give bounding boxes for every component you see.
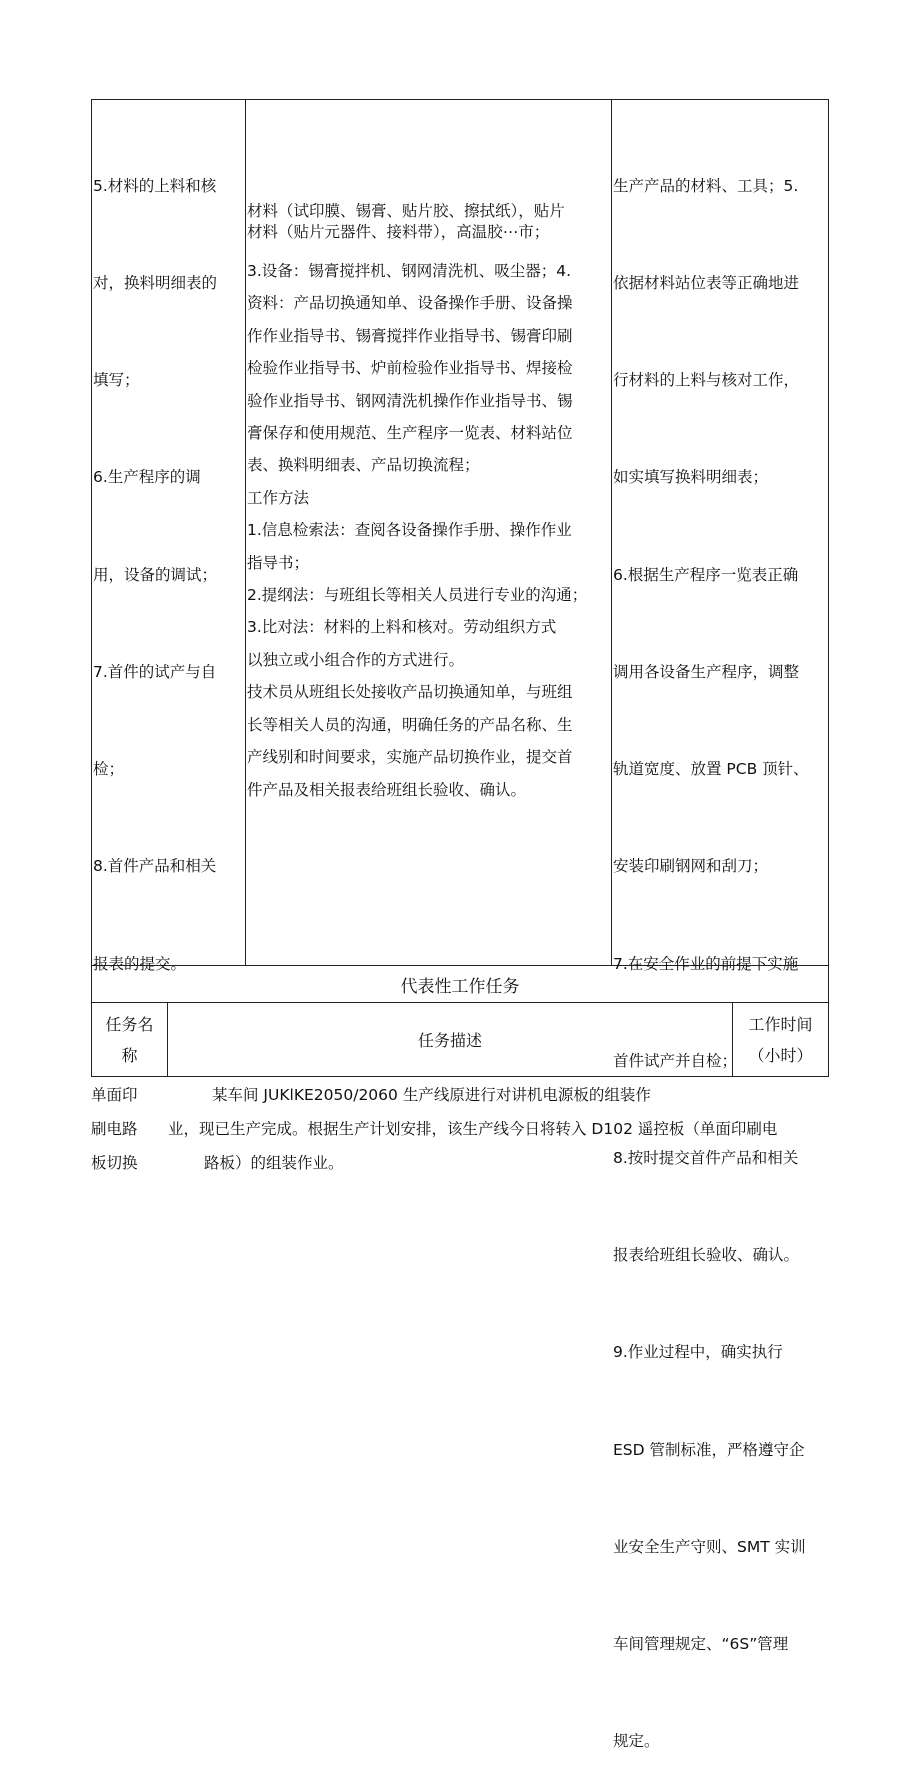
left-line: 6.生产程序的调: [93, 468, 201, 487]
middle-line: 长等相关人员的沟通，明确任务的产品名称、生: [247, 715, 573, 734]
table-top-border: [91, 99, 829, 100]
column-divider-2: [611, 99, 612, 966]
right-line: 轨道宽度、放置 PCB 顶针、: [613, 760, 809, 779]
middle-line: 材料（试印膜、锡膏、贴片胶、擦拭纸），贴片: [247, 202, 565, 220]
right-line: 6.根据生产程序一览表正确: [613, 565, 799, 584]
left-line: 8.首件产品和相关: [93, 857, 217, 876]
right-column: [613, 105, 827, 1790]
right-line: 调用各设备生产程序，调整: [613, 662, 800, 681]
section-title: 代表性工作任务: [400, 976, 520, 997]
right-line: 安装印刷钢网和刮刀；: [613, 857, 769, 876]
middle-line: 件产品及相关报表给班组长验收、确认。: [247, 780, 527, 799]
work-time-header: [733, 1003, 828, 1076]
task-name-header-line: 称: [121, 1045, 138, 1065]
left-line: 7.首件的试产与自: [93, 662, 217, 681]
task-name-line: 刷电路: [91, 1120, 138, 1138]
middle-line: 1.信息检索法：查阅各设备操作手册、操作作业: [247, 521, 572, 540]
right-line: 生产产品的材料、工具；5.: [613, 176, 799, 195]
left-column: [93, 105, 243, 1012]
middle-line: 检验作业指导书、炉前检验作业指导书、焊接检: [247, 359, 573, 378]
task-name-line: 单面印: [91, 1086, 138, 1104]
right-line: 7.在安全作业的前提下实施: [613, 954, 799, 973]
middle-line: 3.比对法：材料的上料和核对。劳动组织方式: [247, 618, 557, 637]
right-line: 业安全生产守则、SMT 实训: [613, 1537, 806, 1556]
right-line: ESD 管制标准，严格遵守企: [613, 1440, 805, 1459]
middle-line: 材料（贴片元器件、接料带），高温胶⋯市；: [247, 223, 550, 241]
middle-line: 指导书；: [247, 553, 310, 572]
left-line: 5.材料的上料和核: [93, 176, 217, 195]
middle-line: 3.设备：锡膏搅拌机、钢网清洗机、吸尘器；4.: [247, 262, 572, 280]
middle-line: 资料：产品切换通知单、设备操作手册、设备操: [247, 294, 573, 313]
table-right-border: [828, 99, 829, 1077]
middle-line: 技术员从班组长处接收产品切换通知单，与班组: [247, 683, 573, 702]
task-description-header: 任务描述: [417, 1031, 482, 1050]
middle-line: 以独立或小组合作的方式进行。: [247, 650, 465, 669]
right-line: 9.作业过程中，确实执行: [613, 1343, 783, 1362]
right-line: 规定。: [613, 1732, 660, 1751]
middle-line: 作作业指导书、锡膏搅拌作业指导书、锡膏印刷: [247, 326, 573, 345]
right-line: 车间管理规定、“6S”管理: [613, 1635, 789, 1654]
middle-line: 2.提纲法：与班组长等相关人员进行专业的沟通；: [247, 586, 588, 605]
work-time-header-line: 工作时间: [748, 1014, 813, 1034]
middle-line: 膏保存和使用规范、生产程序一览表、材料站位: [247, 424, 573, 443]
task-description-line: 某车间 JUKlKE2050/2060 生产线原进行对讲机电源板的组装作: [212, 1086, 651, 1104]
right-line: 8.按时提交首件产品和相关: [613, 1149, 799, 1167]
right-line: 如实填写换料明细表；: [613, 468, 769, 487]
task-name-line: 板切换: [91, 1154, 138, 1172]
work-time-header-line: （小时）: [748, 1045, 813, 1065]
left-line: 报表的提交。: [93, 954, 187, 973]
task-name-cell: [91, 1078, 163, 1180]
right-line: 首件试产并自检；: [613, 1051, 738, 1070]
task-name-header-line: 任务名: [105, 1014, 154, 1034]
right-line: 依据材料站位表等正确地进: [613, 274, 800, 293]
task-name-header: [92, 1003, 167, 1076]
table-left-border: [91, 99, 92, 1077]
task-description-cell: [168, 1078, 838, 1180]
left-line: 用，设备的调试；: [93, 565, 218, 584]
middle-line: 验作业指导书、钢网清洗机操作作业指导书、锡: [247, 391, 573, 410]
left-line: 对，换料明细表的: [93, 274, 218, 293]
left-line: 填写；: [93, 371, 140, 390]
left-line: 检；: [93, 760, 125, 779]
right-line: 行材料的上料与核对工作，: [613, 371, 800, 390]
right-line: 报表给班组长验收、确认。: [613, 1246, 800, 1265]
column-divider-1: [245, 99, 246, 966]
task-description-line: 业，现已生产完成。根据生产计划安排，该生产线今日将转入 D102 遥控板（单面印刷电: [168, 1120, 778, 1138]
middle-line: 产线别和时间要求，实施产品切换作业，提交首: [247, 748, 573, 767]
work-method-heading: 工作方法: [247, 488, 310, 507]
middle-line: 表、换料明细表、产品切换流程；: [247, 456, 480, 475]
middle-column: [247, 201, 611, 806]
middle-dense-block: [247, 201, 611, 243]
task-description-line: 路板）的组装作业。: [204, 1154, 344, 1172]
